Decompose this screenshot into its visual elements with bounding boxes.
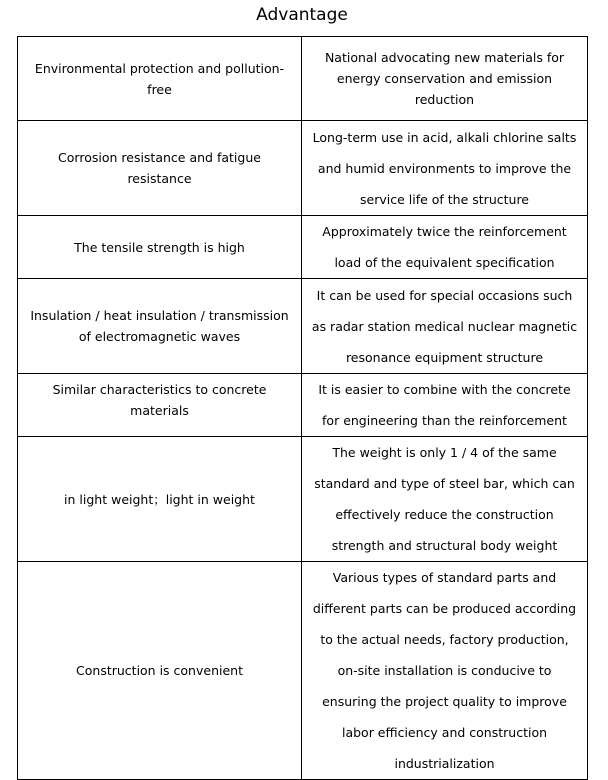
- table-row: [18, 37, 588, 121]
- table-row: [18, 437, 588, 562]
- advantage-cell: Similar characteristics to concrete materials: [18, 374, 302, 437]
- table-row: [18, 216, 588, 279]
- description-cell: Various types of standard parts and different parts can be produced according to the actual needs, factory production, on-site installation is conducive to ensuring the project quality to improve labor efficiency and construction industrialization: [302, 562, 588, 780]
- description-cell: Approximately twice the reinforcement load of the equivalent specification: [302, 216, 588, 279]
- advantage-cell: Environmental protection and pollution-free: [18, 37, 302, 121]
- advantage-table: [17, 36, 588, 780]
- advantage-cell: in light weight；light in weight: [18, 437, 302, 562]
- description-cell: The weight is only 1 / 4 of the same standard and type of steel bar, which can effectively reduce the construction strength and structural body weight: [302, 437, 588, 562]
- description-cell: Long-term use in acid, alkali chlorine salts and humid environments to improve the service life of the structure: [302, 121, 588, 216]
- advantage-cell: The tensile strength is high: [18, 216, 302, 279]
- description-cell: It is easier to combine with the concrete for engineering than the reinforcement: [302, 374, 588, 437]
- description-cell: National advocating new materials for energy conservation and emission reduction: [302, 37, 588, 121]
- advantage-cell: Insulation / heat insulation / transmission of electromagnetic waves: [18, 279, 302, 374]
- table-row: [18, 121, 588, 216]
- description-cell: It can be used for special occasions such as radar station medical nuclear magnetic resonance equipment structure: [302, 279, 588, 374]
- advantage-cell: Construction is convenient: [18, 562, 302, 780]
- advantage-cell: Corrosion resistance and fatigue resistance: [18, 121, 302, 216]
- table-row: [18, 279, 588, 374]
- table-row: [18, 562, 588, 780]
- table-row: [18, 374, 588, 437]
- page-title: Advantage: [256, 5, 348, 25]
